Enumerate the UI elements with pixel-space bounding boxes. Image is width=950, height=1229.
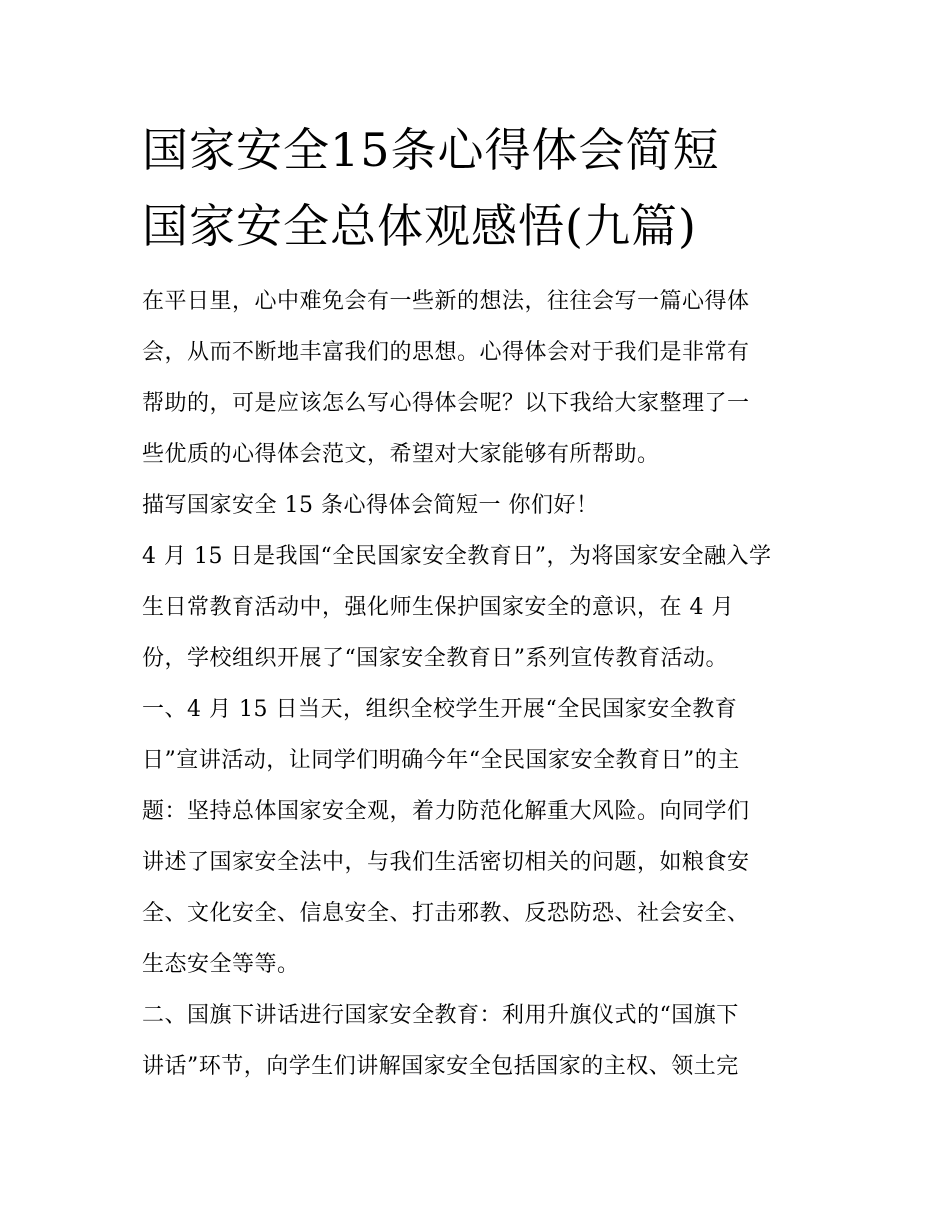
section-heading-paragraph: [142, 480, 822, 531]
text-line: 生态安全等等。: [142, 952, 300, 977]
text-line: 二、国旗下讲话进行国家安全教育：利用升旗仪式的“国旗下: [142, 1003, 739, 1028]
item-one-paragraph: [142, 684, 822, 990]
text-line: 会，从而不断地丰富我们的思想。心得体会对于我们是非常有: [142, 340, 750, 365]
event-paragraph: [142, 531, 822, 684]
text-line: 日”宣讲活动，让同学们明确今年“全民国家安全教育日”的主: [142, 748, 740, 773]
intro-paragraph: [142, 276, 822, 480]
text-line: 在平日里，心中难免会有一些新的想法，往往会写一篇心得体: [142, 289, 750, 314]
text-line: 全、文化安全、信息安全、打击邪教、反恐防恐、社会安全、: [142, 901, 750, 926]
text-line: 题：坚持总体国家安全观，着力防范化解重大风险。向同学们: [142, 799, 750, 824]
text-line: 些优质的心得体会范文，希望对大家能够有所帮助。: [142, 442, 660, 467]
text-line: 讲述了国家安全法中，与我们生活密切相关的问题，如粮食安: [142, 850, 750, 875]
title-line-2: 国家安全总体观感悟(九篇): [142, 199, 697, 253]
text-line: 份，学校组织开展了“国家安全教育日”系列宣传教育活动。: [142, 646, 728, 671]
document-title: [142, 112, 862, 264]
text-line: 一、4 月 15 日当天，组织全校学生开展“全民国家安全教育: [142, 697, 738, 722]
text-line: 讲话”环节，向学生们讲解国家安全包括国家的主权、领土完: [142, 1054, 739, 1079]
text-line: 帮助的，可是应该怎么写心得体会呢？以下我给大家整理了一: [142, 391, 750, 416]
text-line: 生日常教育活动中，强化师生保护国家安全的意识，在 4 月: [142, 595, 734, 620]
text-line: 描写国家安全 15 条心得体会简短一 你们好！: [142, 493, 599, 518]
title-line-1: 国家安全15条心得体会简短: [142, 123, 720, 177]
item-two-paragraph: [142, 990, 822, 1092]
document-body: [142, 276, 822, 1092]
text-line: 4 月 15 日是我国“全民国家安全教育日”，为将国家安全融入学: [142, 544, 772, 569]
